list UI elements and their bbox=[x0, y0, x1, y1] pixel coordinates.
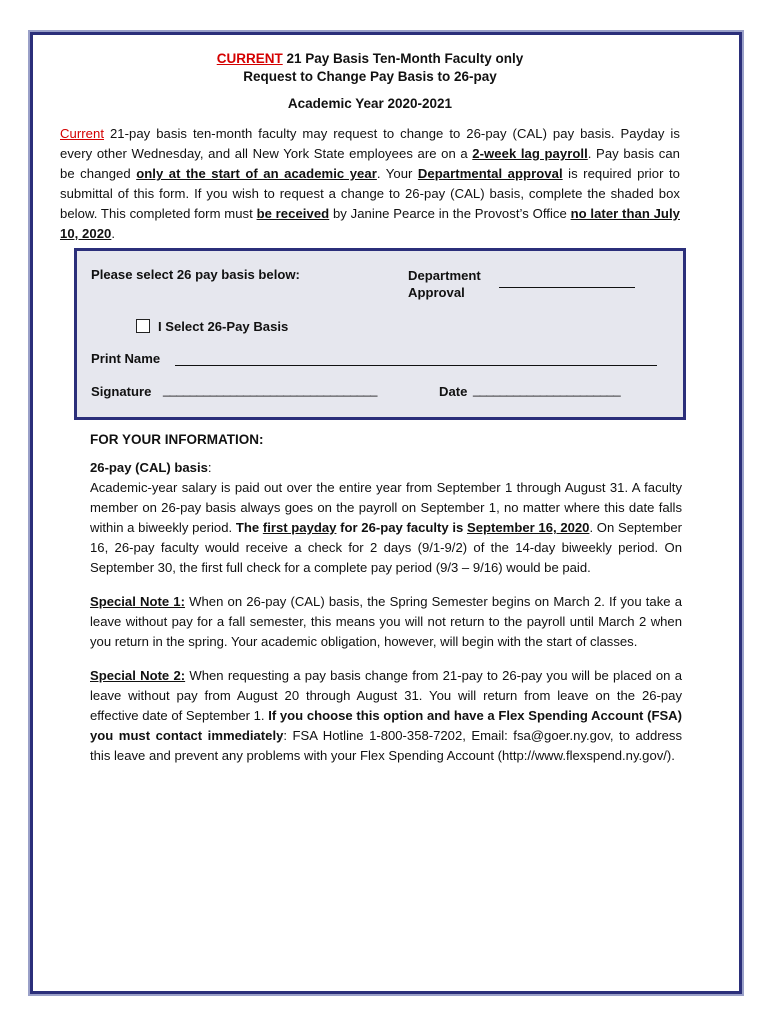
select-label: Please select 26 pay basis below: bbox=[91, 267, 300, 282]
form-title: CURRENT 21 Pay Basis Ten-Month Faculty only bbox=[216, 51, 524, 66]
department-approval-line[interactable] bbox=[499, 287, 635, 288]
basis-paragraph: Academic-year salary is paid out over the entire year from September 1 through August 31. A faculty member on 26-pay basis always goes on the payroll on September 1, no matter where this date falls within a biweekly period. The first payday for 26-pay faculty is September 16, 2020. On September 16, 26-pay faculty would receive a check for 2 days (9/1-9/2) of the 14-day biweekly period. On September 30, the first full check for a complete pay period (9/3 – 9/16) would be paid. bbox=[90, 480, 683, 575]
intro-paragraph: Current 21-pay basis ten-month faculty may request to change to 26-pay (CAL) pay basis. Payday is every other Wednesday, and all New York State employees are on a 2-week lag payroll. Pay basis can be changed only at the start of an academic year. Your Departmental approval is required prior to submittal of this form. If you wish to request a change to 26-pay (CAL) basis, complete the shaded box below. This completed form must be received by Janine Pearce in the Provost’s Office no later than July 10, 2020. bbox=[60, 126, 681, 241]
information-section bbox=[90, 430, 682, 766]
checkbox-label: I Select 26-Pay Basis bbox=[158, 319, 289, 334]
form-subtitle: Request to Change Pay Basis to 26-pay bbox=[243, 69, 497, 84]
date-line[interactable]: ______________________ bbox=[473, 382, 621, 397]
signature-label: Signature bbox=[91, 384, 152, 399]
special-note-1: Special Note 1: When on 26-pay (CAL) basis, the Spring Semester begins on March 2. If you take a leave without pay for a fall semester, this means you will not return to the payroll until March 2 when you return in the spring. Your academic obligation, however, will begin with the start of classes. bbox=[90, 594, 683, 649]
academic-year: Academic Year 2020-2021 bbox=[287, 96, 453, 111]
print-name-label: Print Name bbox=[91, 351, 161, 366]
shaded-form-box bbox=[74, 248, 686, 420]
info-heading: FOR YOUR INFORMATION: bbox=[90, 432, 264, 447]
date-label: Date bbox=[439, 384, 468, 399]
special-note-2: Special Note 2: When requesting a pay basis change from 21-pay to 26-pay you will be placed on a leave without pay from August 20 through August 31. You will return from leave on the 26-pay effective date of September 1. If you choose this option and have a Flex Spending Account (FSA) you must contact immediately: FSA Hotline 1-800-358-7202, Email: fsa@goer.ny.gov, to address this leave and prevent any problems with your Flex Spending Account (http://www.flexspend.ny.gov/). bbox=[90, 668, 682, 763]
department-approval-label: Department Approval bbox=[408, 268, 481, 300]
title-current: CURRENT bbox=[216, 51, 283, 66]
basis-heading: 26-pay (CAL) basis: bbox=[90, 460, 212, 475]
document-header bbox=[60, 50, 680, 244]
signature-line[interactable]: ________________________________ bbox=[163, 382, 377, 397]
checkbox-26-pay[interactable] bbox=[136, 319, 150, 333]
select-26-pay-option[interactable] bbox=[136, 319, 288, 334]
print-name-line[interactable] bbox=[175, 365, 657, 366]
